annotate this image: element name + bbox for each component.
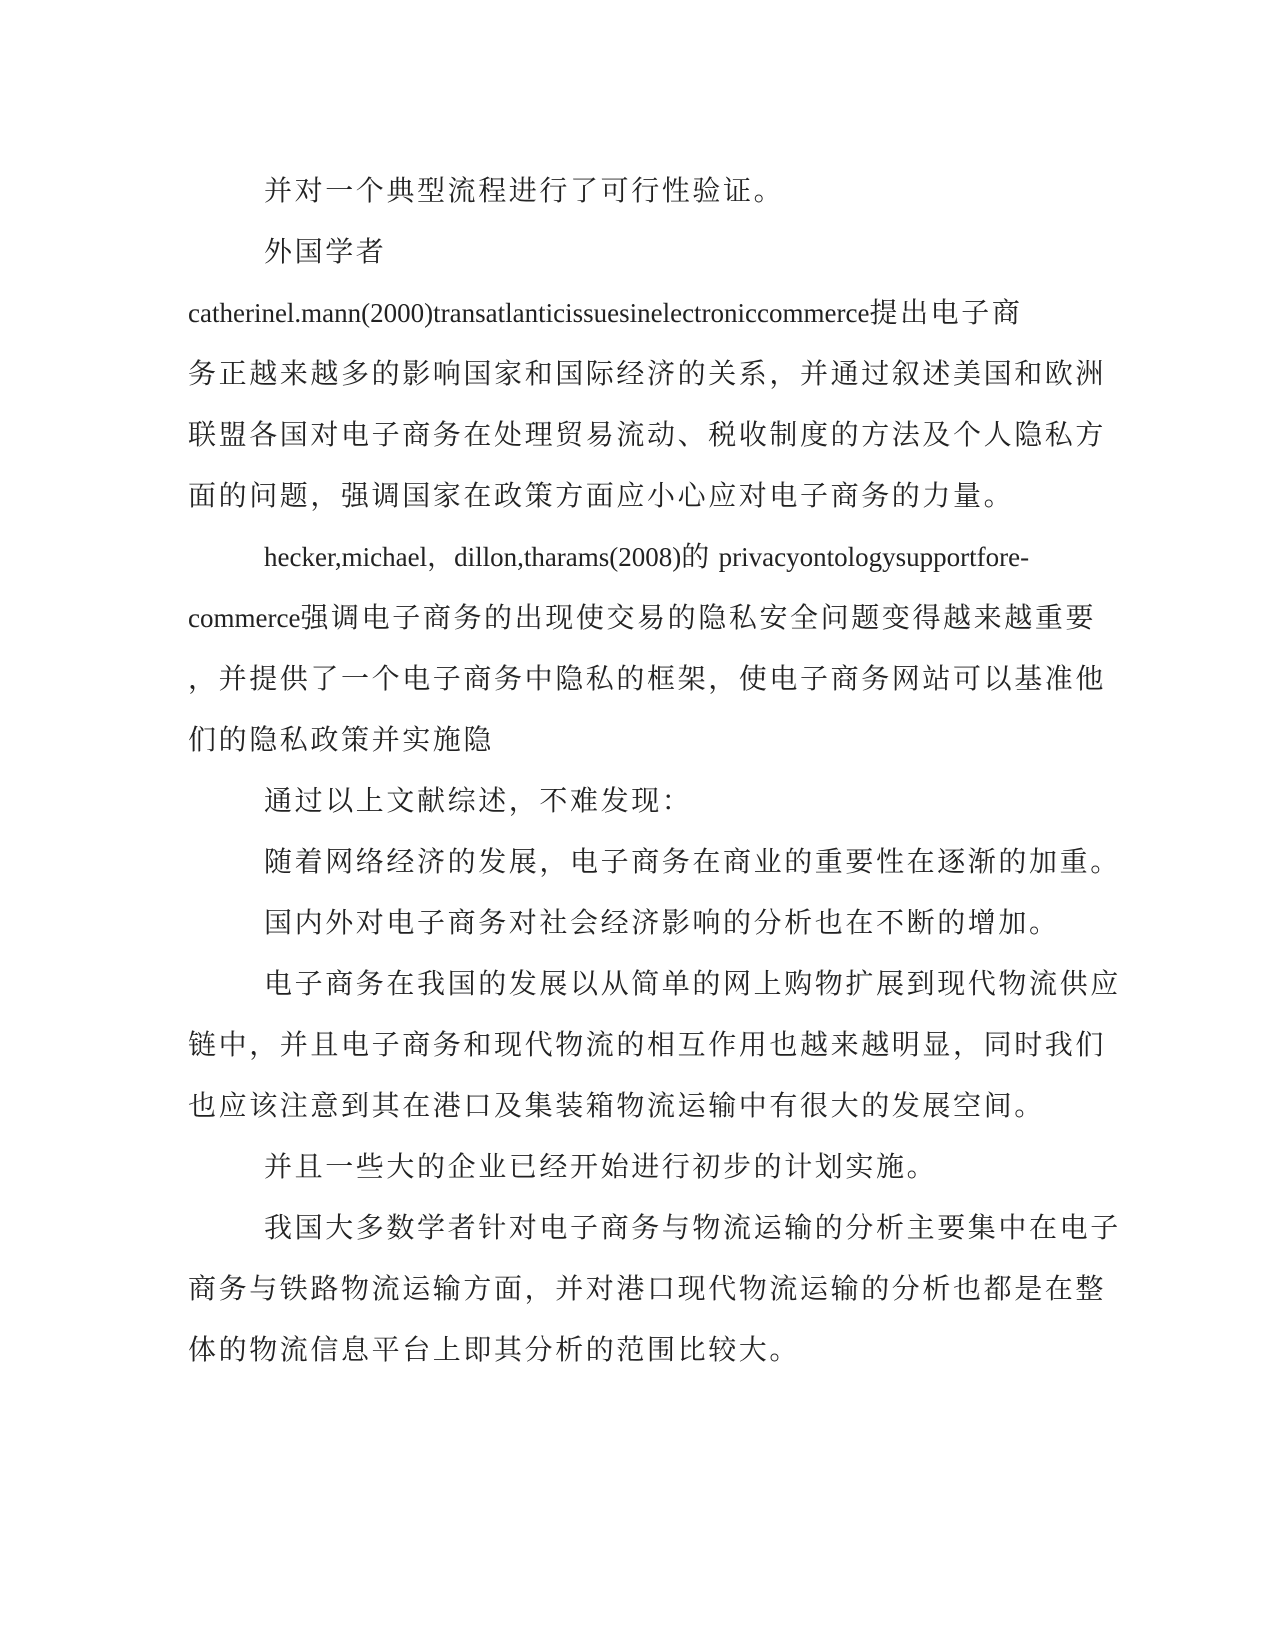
text-line: 电子商务在我国的发展以从简单的网上购物扩展到现代物流供应: [264, 967, 1121, 1000]
text-line: 外国学者: [264, 235, 387, 268]
text-line: 随着网络经济的发展，电子商务在商业的重要性在逐渐的加重。: [264, 845, 1121, 878]
text-line: 并且一些大的企业已经开始进行初步的计划实施。: [264, 1150, 938, 1183]
text-line: 联盟各国对电子商务在处理贸易流动、税收制度的方法及个人隐私方: [188, 418, 1107, 451]
text-line: 面的问题，强调国家在政策方面应小心应对电子商务的力量。: [188, 479, 1015, 512]
text-line: commerce强调电子商务的出现使交易的隐私安全问题变得越来越重要: [188, 601, 1097, 634]
text-line: hecker,michael，dillon,tharams(2008)的 privacyontologysupportfore-: [264, 540, 1030, 573]
text-line: 链中，并且电子商务和现代物流的相互作用也越来越明显，同时我们: [188, 1028, 1107, 1061]
text-line: 务正越来越多的影响国家和国际经济的关系，并通过叙述美国和欧洲: [188, 357, 1107, 390]
text-line: 通过以上文献综述，不难发现：: [264, 784, 693, 817]
text-line: 并对一个典型流程进行了可行性验证。: [264, 174, 785, 207]
text-line: catherinel.mann(2000)transatlanticissuesinelectroniccommerce提出电子商: [188, 296, 1023, 329]
text-line: 们的隐私政策并实施隐: [188, 723, 495, 756]
body-text: [188, 160, 1121, 1380]
text-line: 商务与铁路物流运输方面，并对港口现代物流运输的分析也都是在整: [188, 1272, 1107, 1305]
text-line: 也应该注意到其在港口及集装箱物流运输中有很大的发展空间。: [188, 1089, 1045, 1122]
text-line: 体的物流信息平台上即其分析的范围比较大。: [188, 1333, 801, 1366]
text-line: 国内外对电子商务对社会经济影响的分析也在不断的增加。: [264, 906, 1060, 939]
text-line: 我国大多数学者针对电子商务与物流运输的分析主要集中在电子: [264, 1211, 1121, 1244]
text-line: ，并提供了一个电子商务中隐私的框架，使电子商务网站可以基准他: [188, 662, 1107, 695]
